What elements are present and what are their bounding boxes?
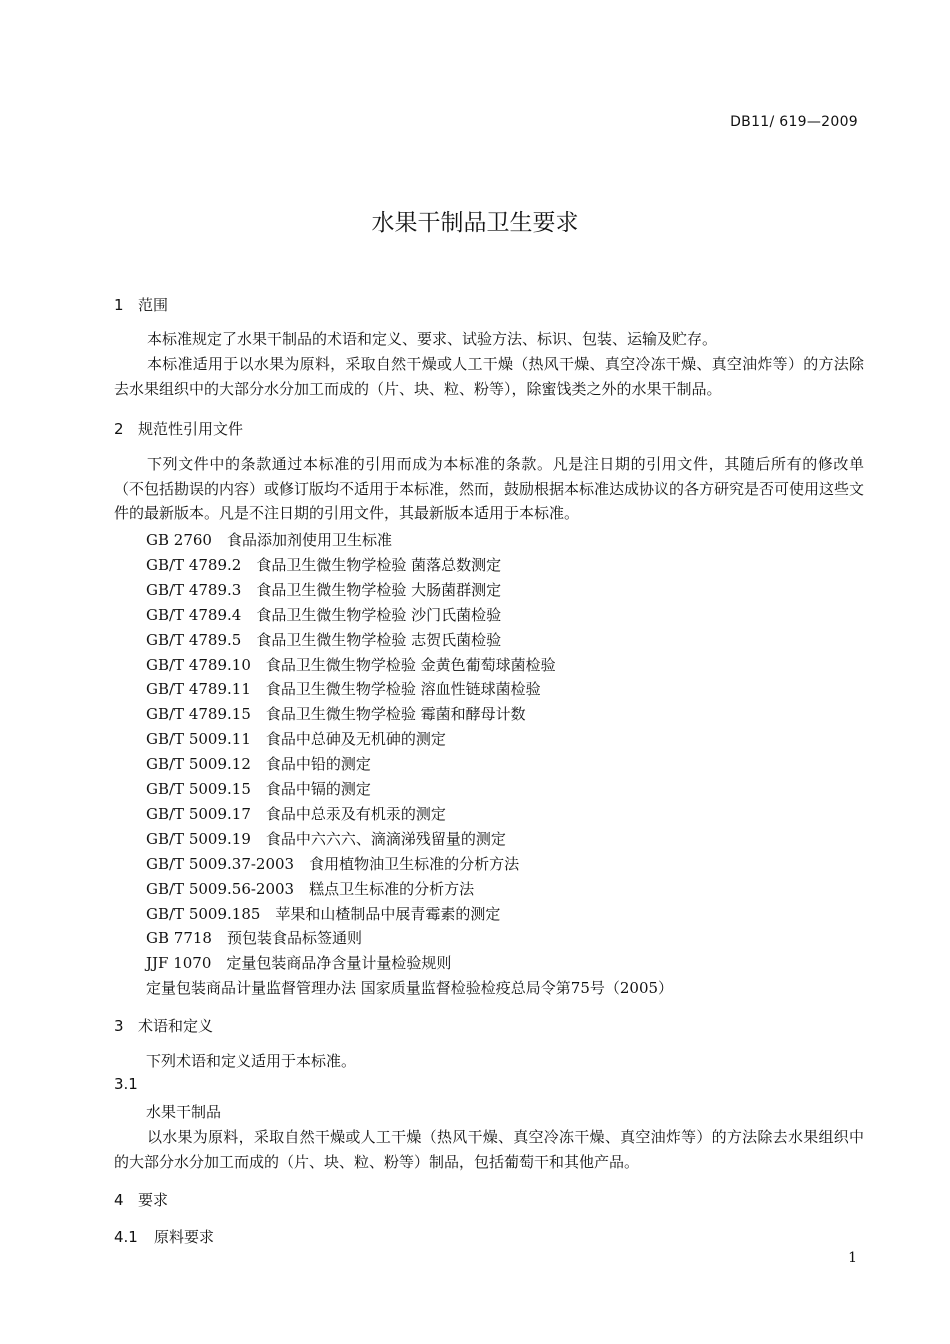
- reference-code: GB/T 4789.2: [146, 555, 242, 574]
- reference-title: 食品卫生微生物学检验 大肠菌群测定: [256, 580, 502, 599]
- reference-item: [146, 753, 371, 774]
- reference-title: 糕点卫生标准的分析方法: [309, 879, 475, 898]
- reference-item: [146, 678, 541, 699]
- reference-item: [146, 654, 556, 675]
- reference-title: 食品中铅的测定: [265, 755, 371, 774]
- document-number: DB11/ 619—2009: [730, 114, 858, 130]
- reference-title: 国家质量监督检验检疫总局令第75号（2005）: [360, 979, 674, 998]
- reference-code: GB 2760: [146, 531, 212, 549]
- reference-code: GB/T 4789.15: [146, 705, 251, 724]
- section-number: 2: [114, 420, 124, 438]
- reference-item: [146, 703, 526, 724]
- reference-code: GB/T 5009.19: [146, 829, 251, 848]
- reference-item: [146, 927, 362, 948]
- section-title: 范围: [138, 296, 169, 314]
- reference-title: 食品中总砷及无机砷的测定: [265, 730, 446, 749]
- scope-paragraph-1: 本标准规定了水果干制品的术语和定义、要求、试验方法、标识、包装、运输及贮存。: [147, 330, 718, 348]
- reference-item: [146, 878, 474, 899]
- reference-code: GB/T 5009.37-2003: [146, 854, 295, 873]
- term-name: 水果干制品: [146, 1103, 222, 1121]
- reference-item: [146, 828, 506, 849]
- reference-item: [146, 803, 446, 824]
- clause-3-1-number: 3.1: [114, 1075, 138, 1093]
- section-2-heading: [114, 418, 243, 439]
- section-number: 4.1: [114, 1228, 138, 1246]
- section-4-heading: [114, 1189, 168, 1210]
- page-number: 1: [848, 1250, 857, 1266]
- page-title: 水果干制品卫生要求: [371, 210, 579, 236]
- reference-item: [146, 952, 451, 973]
- reference-code: GB/T 4789.10: [146, 655, 251, 674]
- reference-title: 食品卫生微生物学检验 金黄色葡萄球菌检验: [265, 655, 556, 674]
- section-number: 1: [114, 296, 124, 314]
- reference-item: [146, 853, 519, 874]
- reference-item: [146, 903, 500, 924]
- scope-paragraph-2: 本标准适用于以水果为原料，采取自然干燥或人工干燥（热风干燥、真空冷冻干燥、真空油炸等）的方法除去水果组织中的大部分水分加工而成的（片、块、粒、粉等），除蜜饯类之外的水果干制品。: [114, 355, 864, 398]
- section-title: 术语和定义: [138, 1017, 214, 1035]
- reference-code: GB/T 5009.56-2003: [146, 879, 295, 898]
- section-1-heading: [114, 294, 168, 315]
- section-3-heading: [114, 1015, 213, 1036]
- reference-title: 食品添加剂使用卫生标准: [226, 531, 392, 549]
- reference-code: GB/T 5009.17: [146, 804, 251, 823]
- reference-title: 定量包装商品净含量计量检验规则: [226, 954, 452, 973]
- section-number: 3: [114, 1017, 124, 1035]
- reference-code: GB/T 4789.4: [146, 605, 242, 624]
- reference-title: 食品中镉的测定: [265, 780, 371, 798]
- reference-code: GB/T 5009.15: [146, 780, 251, 798]
- reference-item: [146, 604, 501, 625]
- reference-title: 食品卫生微生物学检验 志贺氏菌检验: [256, 630, 502, 649]
- reference-title: 食品卫生微生物学检验 沙门氏菌检验: [256, 605, 502, 624]
- reference-item: [146, 529, 392, 550]
- section-title: 要求: [138, 1191, 169, 1209]
- references-intro-paragraph: 下列文件中的条款通过本标准的引用而成为本标准的条款。凡是注日期的引用文件，其随后所有的修改单（不包括勘误的内容）或修订版均不适用于本标准，然而，鼓励根据本标准达成协议的各方研究是否可使用这些文件的最新版本。凡是不注日期的引用文件，其最新版本适用于本标准。: [114, 455, 865, 522]
- terms-intro: 下列术语和定义适用于本标准。: [146, 1052, 357, 1070]
- reference-code: GB/T 5009.12: [146, 755, 251, 774]
- section-title: 原料要求: [154, 1228, 215, 1246]
- reference-title: 苹果和山楂制品中展青霉素的测定: [275, 904, 501, 923]
- reference-item: [146, 579, 501, 600]
- reference-code: GB/T 5009.185: [146, 904, 261, 923]
- reference-code: JJF 1070: [146, 954, 212, 973]
- reference-code: GB/T 4789.3: [146, 580, 242, 599]
- reference-code: GB/T 4789.11: [146, 680, 251, 699]
- reference-item: [146, 977, 673, 998]
- reference-title: 食品卫生微生物学检验 溶血性链球菌检验: [265, 680, 541, 699]
- reference-code: 定量包装商品计量监督管理办法: [146, 979, 357, 998]
- reference-code: GB 7718: [146, 929, 212, 948]
- reference-title: 食用植物油卫生标准的分析方法: [309, 854, 520, 873]
- reference-title: 食品中六六六、滴滴涕残留量的测定: [265, 829, 506, 848]
- reference-code: GB/T 4789.5: [146, 630, 242, 649]
- term-definition: 以水果为原料，采取自然干燥或人工干燥（热风干燥、真空冷冻干燥、真空油炸等）的方法除去水果组织中的大部分水分加工而成的（片、块、粒、粉等）制品，包括葡萄干和其他产品。: [114, 1128, 864, 1171]
- reference-item: [146, 554, 501, 575]
- section-4-1-heading: [114, 1226, 214, 1247]
- reference-title: 食品中总汞及有机汞的测定: [265, 804, 446, 823]
- reference-title: 预包装食品标签通则: [226, 929, 362, 948]
- reference-item: [146, 629, 501, 650]
- reference-item: [146, 728, 446, 749]
- section-title: 规范性引用文件: [138, 420, 244, 438]
- reference-item: [146, 778, 371, 799]
- reference-title: 食品卫生微生物学检验 菌落总数测定: [256, 555, 502, 574]
- section-number: 4: [114, 1191, 124, 1209]
- reference-title: 食品卫生微生物学检验 霉菌和酵母计数: [265, 705, 526, 724]
- reference-code: GB/T 5009.11: [146, 730, 251, 749]
